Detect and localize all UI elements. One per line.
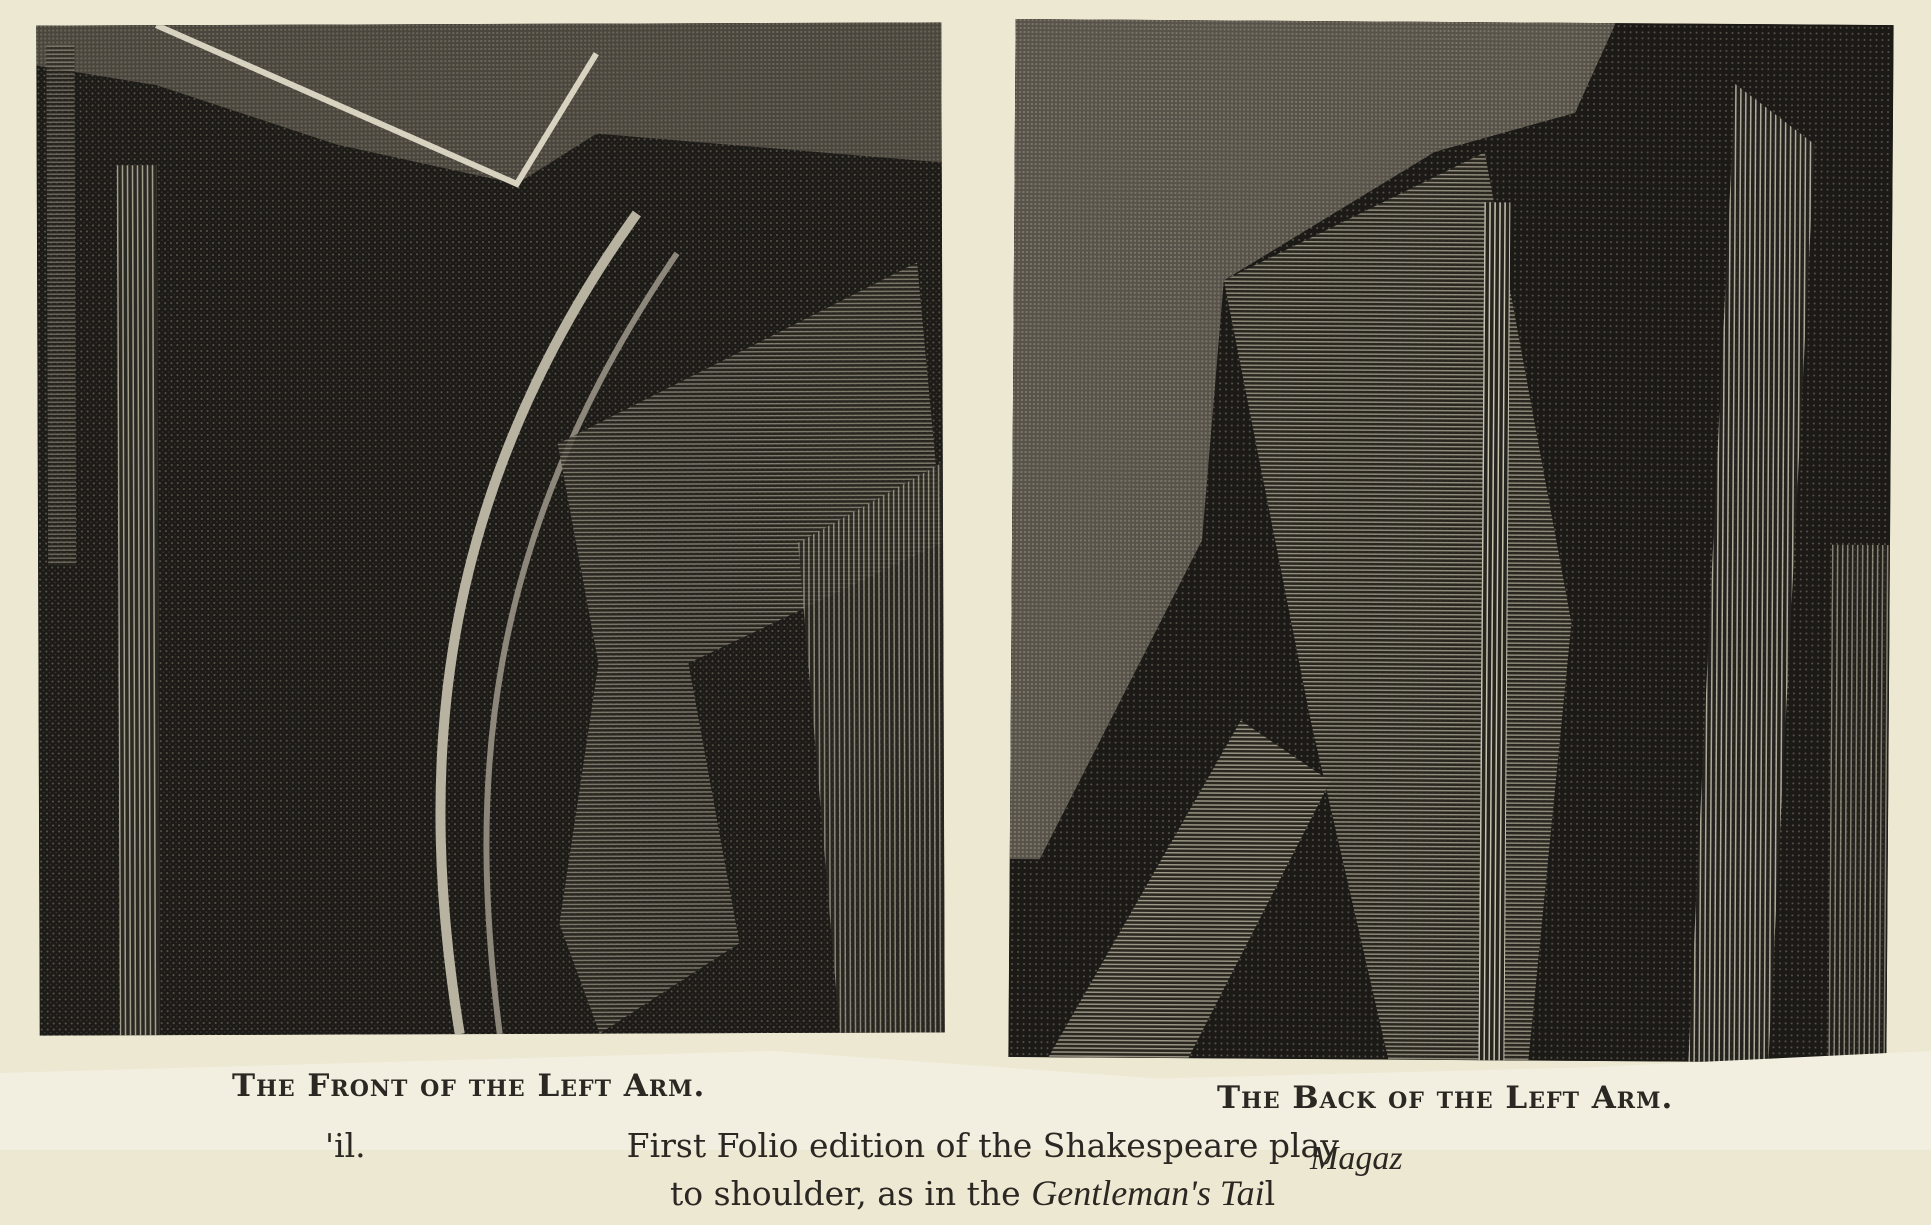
left-trim [117, 165, 160, 1035]
fragment-line-1-main: First Folio edition of the Shakespeare play [626, 1126, 1339, 1165]
fragment-line-2 [670, 1172, 1275, 1214]
fragment-line-1 [325, 1126, 1339, 1165]
fragment-magazine: Magaz [1310, 1140, 1403, 1177]
back-arm-illustration [1008, 19, 1893, 1063]
fragment-line-1-start: 'il. [325, 1126, 366, 1165]
fragment-line-2-start: to shoulder, as in the [670, 1174, 1021, 1213]
front-arm-illustration [36, 22, 945, 1035]
caption-back-left-arm: The Back of the Left Arm. [1217, 1080, 1674, 1116]
engraving-back-left-arm [1008, 19, 1893, 1063]
left-ornament-band [46, 45, 76, 565]
fragment-line-2-end: l [1264, 1174, 1276, 1213]
right-ornament-column [1828, 545, 1890, 1063]
caption-front-left-arm: The Front of the Left Arm. [232, 1068, 706, 1104]
fragment-line-2-italic: Gentleman's Tai [1031, 1173, 1265, 1213]
engraving-front-left-arm [36, 22, 945, 1035]
